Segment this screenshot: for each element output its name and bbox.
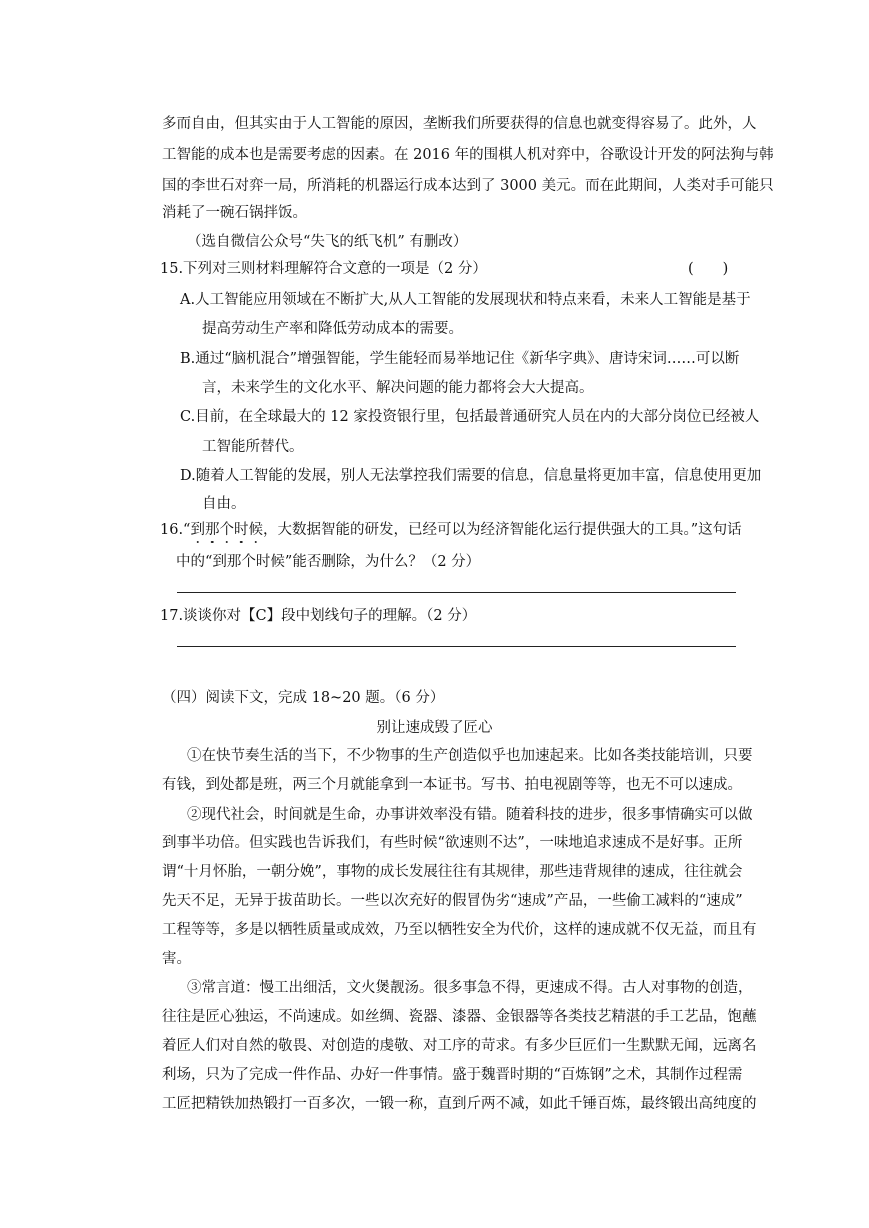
q16-dotted-char: 个 xyxy=(219,522,234,538)
article-title: 别让速成毁了匠心 xyxy=(376,720,493,736)
article-line-3: 国的李世石对弈一局，所消耗的机器运行成本达到了 3000 美元。而在此期间，人类对手可能只 xyxy=(162,178,774,194)
q15-stem: 15.下列对三则材料理解符合文意的一项是（2 分） xyxy=(160,261,487,277)
q16-dotted-char: 那 xyxy=(204,522,220,538)
paragraph-1-line: ①在快节奏生活的当下，不少物事的生产创造似乎也加速起来。比如各类技能培训，只要 xyxy=(187,748,753,764)
q15-option-a-line1: A.人工智能应用领域在不断扩大,从人工智能的发展现状和特点来看，未来人工智能是基于 xyxy=(180,292,751,308)
q16-dotted-char: 候 xyxy=(248,522,263,538)
q15-option-b-line1: B.通过“脑机混合”增强智能，学生能轻而易举地记住《新华字典》、唐诗宋词……可以断 xyxy=(180,351,740,367)
q16-dotted-char: 时 xyxy=(233,522,249,538)
paragraph-3-line: 往往是匠心独运，不尚速成。如丝绸、瓷器、漆器、金银器等各类技艺精湛的手工艺品，饱蘸 xyxy=(162,1009,757,1025)
q15-answer-paren: ( ) xyxy=(688,261,729,277)
article-line-4: 消耗了一碗石锅拌饭。 xyxy=(162,205,307,221)
q16-dotted-char: 到 xyxy=(190,522,205,538)
q15-option-c-line2: 工智能所替代。 xyxy=(202,439,304,455)
q15-option-a-line2: 提高劳动生产率和降低劳动成本的需要。 xyxy=(202,321,463,337)
paragraph-3-line: ③常言道：慢工出细活，文火煲靓汤。很多事急不得，更速成不得。古人对事物的创造， xyxy=(187,980,753,996)
q15-option-b-line2: 言，未来学生的文化水平、解决问题的能力都将会大大提高。 xyxy=(202,380,594,396)
paragraph-2-line: ②现代社会，时间就是生命，办事讲效率没有错。随着科技的进步，很多事情确实可以做 xyxy=(187,807,753,823)
article-source: （选自微信公众号“失飞的纸飞机” 有删改） xyxy=(187,234,468,250)
paragraph-2-line: 害。 xyxy=(162,951,191,967)
paragraph-1-line: 有钱，到处都是班，两三个月就能拿到一本证书。写书、拍电视剧等等，也无不可以速成。 xyxy=(162,777,742,793)
q15-option-d-line2: 自由。 xyxy=(202,496,246,512)
paragraph-3-line: 利场，只为了完成一件作品、办好一件事情。盛于魏晋时期的“百炼钢”之术，其制作过程需 xyxy=(162,1067,743,1083)
q17-stem: 17.谈谈你对【C】段中划线句子的理解。（2 分） xyxy=(160,608,477,624)
q16-answer-line[interactable] xyxy=(177,592,736,593)
paragraph-2-line: 谓“十月怀胎，一朝分娩”，事物的成长发展往往有其规律，那些违背规律的速成，往往就会 xyxy=(162,864,743,880)
q15-option-c-line1: C.目前，在全球最大的 12 家投资银行里，包括最普通研究人员在内的大部分岗位已经被人 xyxy=(180,409,760,425)
q16-rest: ，大数据智能的研发，已经可以为经济智能化运行提供强大的工具。”这句话 xyxy=(262,522,742,538)
paragraph-3-line: 工匠把精铁加热锻打一百多次，一锻一称，直到斤两不减，如此千锤百炼，最终锻出高纯度的 xyxy=(162,1096,757,1112)
paragraph-2-line: 先天不足，无异于拔苗助长。一些以次充好的假冒伪劣“速成”产品，一些偷工减料的“速成” xyxy=(162,893,743,909)
q15-option-d-line1: D.随着人工智能的发展，别人无法掌控我们需要的信息，信息量将更加丰富，信息使用更加 xyxy=(180,468,762,484)
article-line-1: 多而自由，但其实由于人工智能的原因，垄断我们所要获得的信息也就变得容易了。此外，人 xyxy=(162,116,757,132)
q16-prefix: 16.“ xyxy=(160,522,191,538)
section4-header: （四）阅读下文，完成 18~20 题。（6 分） xyxy=(162,690,445,706)
paragraph-2-line: 工程等等，多是以牺牲质量或成效，乃至以牺牲安全为代价，这样的速成就不仅无益，而且有 xyxy=(162,922,757,938)
article-line-2: 工智能的成本也是需要考虑的因素。在 2016 年的围棋人机对弈中，谷歌设计开发的阿法狗与韩 xyxy=(162,147,774,163)
paragraph-3-line: 着匠人们对自然的敬畏、对创造的虔敬、对工序的苛求。有多少巨匠们一生默默无闻，远离名 xyxy=(162,1038,757,1054)
q16-stem-line1 xyxy=(160,520,869,540)
paragraph-2-line: 到事半功倍。但实践也告诉我们，有些时候“欲速则不达”，一味地追求速成不是好事。正所 xyxy=(162,835,743,851)
q16-stem-line2: 中的“到那个时候”能否删除，为什么？（2 分） xyxy=(176,554,481,570)
q17-answer-line[interactable] xyxy=(177,646,736,647)
